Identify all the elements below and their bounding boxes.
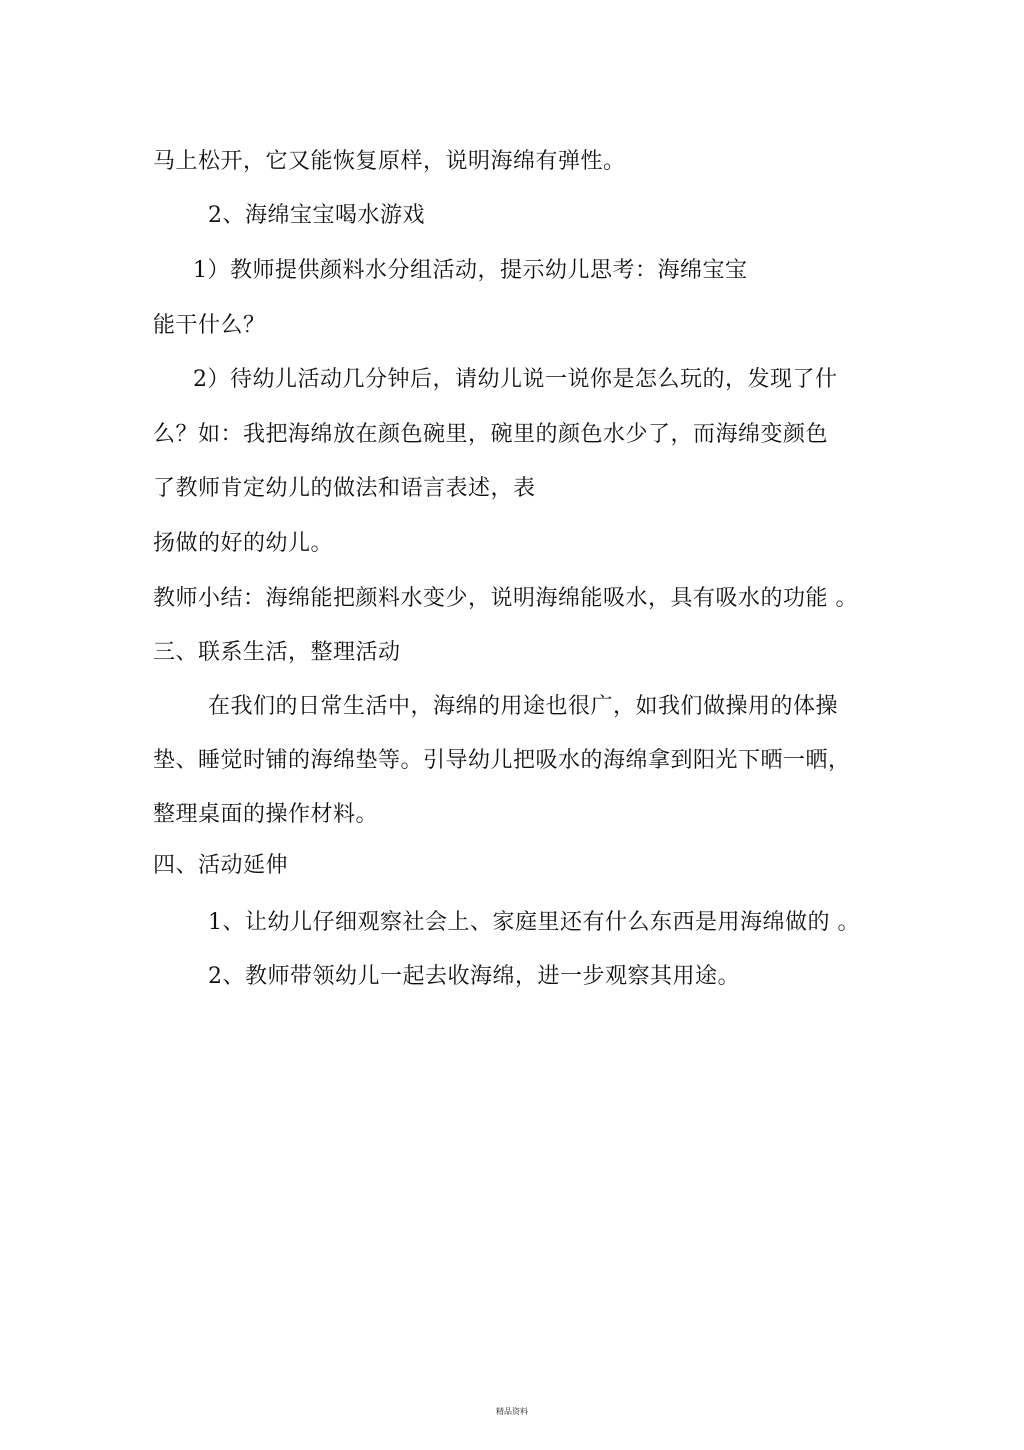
- paragraph-line-12: 垫、睡觉时铺的海绵垫等。引导幼儿把吸水的海绵拿到阳光下晒一晒，: [153, 748, 851, 773]
- section-heading-3: 三、联系生活，整理活动: [153, 640, 401, 665]
- page-footer: 精品资料: [496, 1407, 528, 1416]
- extension-item-2: 2、教师带领幼儿一起去收海绵，进一步观察其用途。: [208, 964, 740, 989]
- paragraph-line-6: 么？如：我把海绵放在颜色碗里，碗里的颜色水少了，而海绵变颜色: [153, 422, 829, 447]
- section-heading-4: 四、活动延伸: [153, 853, 289, 878]
- paragraph-line-13: 整理桌面的操作材料。: [153, 802, 379, 827]
- paragraph-line-3: 1）教师提供颜料水分组活动，提示幼儿思考：海绵宝宝: [193, 258, 748, 283]
- paragraph-line-4: 能干什么？: [153, 313, 266, 338]
- paragraph-line-8: 扬做的好的幼儿。: [153, 531, 334, 556]
- subheading-water-game: 2、海绵宝宝喝水游戏: [208, 203, 425, 228]
- paragraph-line-11: 在我们的日常生活中，海绵的用途也很广，如我们做操用的体操: [208, 694, 839, 719]
- extension-item-1: 1、让幼儿仔细观察社会上、家庭里还有什么东西是用海绵做的 。: [208, 910, 860, 935]
- teacher-summary: 教师小结：海绵能把颜料水变少，说明海绵能吸水，具有吸水的功能 。: [153, 586, 858, 611]
- paragraph-line-5: 2）待幼儿活动几分钟后，请幼儿说一说你是怎么玩的，发现了什: [193, 367, 838, 392]
- paragraph-line-7: 了教师肯定幼儿的做法和语言表述，表: [153, 476, 536, 501]
- paragraph-line-1: 马上松开，它又能恢复原样，说明海绵有弹性。: [153, 149, 626, 174]
